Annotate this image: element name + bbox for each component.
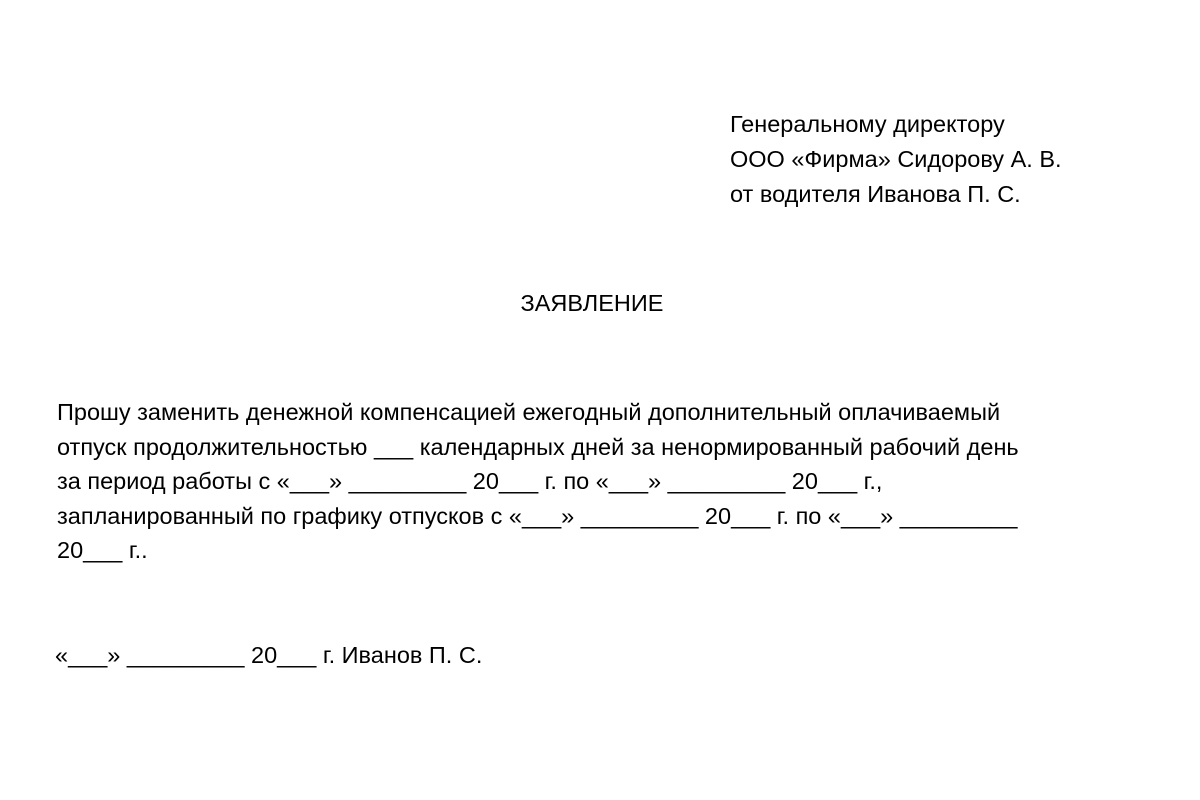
- document-body: [57, 395, 1019, 568]
- signature-line: «___» _________ 20___ г. Иванов П. С.: [55, 642, 483, 668]
- body-line: 20___ г..: [57, 537, 148, 564]
- addressee-line: ООО «Фирма» Сидорову А. В.: [730, 146, 1062, 172]
- addressee-line: Генеральному директору: [730, 111, 1005, 137]
- document-title: ЗАЯВЛЕНИЕ: [520, 290, 664, 316]
- addressee-block: [730, 107, 1062, 212]
- body-line: за период работы с «___» _________ 20___ г. по «___» _________ 20___ г.,: [57, 468, 883, 495]
- addressee-line: от водителя Иванова П. С.: [730, 181, 1021, 207]
- body-line: Прошу заменить денежной компенсацией ежегодный дополнительный оплачиваемый: [57, 399, 1001, 425]
- body-line: запланированный по графику отпусков с «___» _________ 20___ г. по «___» _________: [57, 502, 1018, 529]
- body-line: отпуск продолжительностью ___ календарных дней за ненормированный рабочий день: [57, 433, 1019, 460]
